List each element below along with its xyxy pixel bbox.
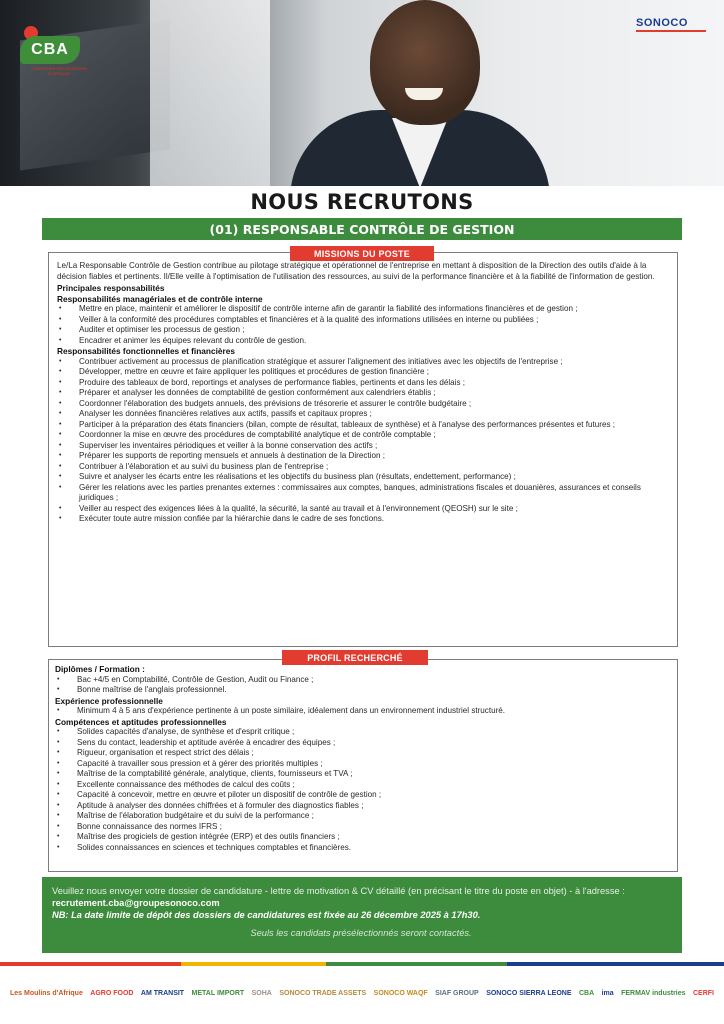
fonctionnelles-heading: Responsabilités fonctionnelles et financières [57, 346, 235, 356]
missions-intro: Le/La Responsable Contrôle de Gestion contribue au pilotage stratégique et opérationnel de l'entreprise en mettant à disposition de la Direction des outils d'aide à la décision fiables et pertinents. Il/Elle veille à l'optimisation de l'utilisation des ressources, au suivi de la performance financière et à la fiabilité de l'information de gestion. [57, 261, 655, 281]
hero-banner [0, 0, 724, 186]
partner-logo: SONOCO SIERRA LEONE [486, 990, 572, 997]
partner-logo: CBA [578, 990, 595, 997]
list-item: • Produire des tableaux de bord, reportings et analyses de performance fiables, pertinents et dans les délais ; [57, 378, 669, 389]
list-item: • Maîtrise de l'élaboration budgétaire et du suivi de la performance ; [55, 811, 669, 822]
sonoco-logo-text: SONOCO [636, 17, 688, 29]
missions-section [48, 252, 678, 647]
partner-logo: CERFI [692, 990, 714, 997]
list-item: • Capacité à concevoir, mettre en œuvre et piloter un dispositif de contrôle de gestion ; [55, 790, 669, 801]
list-item: • Solides connaissances en sciences et techniques comptables et financières. [55, 843, 669, 854]
list-item: • Rigueur, organisation et respect strict des délais ; [55, 748, 669, 759]
hero-person-head [370, 0, 480, 125]
list-item: • Coordonner la mise en œuvre des procédures de comptabilité analytique et de contrôle comptable ; [57, 430, 669, 441]
partner-logo: AGRO FOOD [90, 990, 134, 997]
profil-section [48, 659, 678, 872]
competences-list [55, 727, 669, 853]
list-item: • Solides capacités d'analyse, de synthèse et d'esprit critique ; [55, 727, 669, 738]
application-footer [42, 877, 682, 953]
list-item: • Contribuer activement au processus de planification stratégique et assurer l'alignement des initiatives avec les objectifs de l'entreprise ; [57, 357, 669, 368]
hero-window-graphic [150, 0, 270, 186]
partner-logo: AM TRANSIT [140, 990, 185, 997]
principales-heading: Principales responsabilités [57, 283, 165, 293]
partner-logo: SOHA [251, 990, 272, 997]
position-title-bar: (01) RESPONSABLE CONTRÔLE DE GESTION [42, 218, 682, 240]
partner-logos [10, 976, 714, 1012]
list-item: • Maîtrise de la comptabilité générale, analytique, clients, fournisseurs et TVA ; [55, 769, 669, 780]
list-item: • Analyser les données financières relatives aux actifs, passifs et capitaux propres ; [57, 409, 669, 420]
list-item: • Encadrer et animer les équipes relevant du contrôle de gestion. [57, 336, 669, 347]
list-item: • Veiller au respect des exigences liées à la qualité, la sécurité, la santé au travail et à l'environnement (QEOSH) sur le site ; [57, 504, 669, 515]
experience-heading: Expérience professionnelle [55, 695, 163, 706]
list-item: • Coordonner l'élaboration des budgets annuels, des prévisions de trésorerie et assurer le contrôle budgétaire ; [57, 399, 669, 410]
list-item: • Bonne maîtrise de l'anglais professionnel. [55, 685, 669, 696]
list-item: • Minimum 4 à 5 ans d'expérience pertinente à un poste similaire, idéalement dans un environnement industriel structuré. [55, 706, 669, 717]
list-item: • Bonne connaissance des normes IFRS ; [55, 822, 669, 833]
shortlist-note: Seuls les candidats présélectionnés seront contactés. [250, 928, 472, 938]
list-item: • Maîtrise des progiciels de gestion intégrée (ERP) et des outils financiers ; [55, 832, 669, 843]
list-item: • Excellente connaissance des méthodes de calcul des coûts ; [55, 780, 669, 791]
list-item: • Contribuer à l'élaboration et au suivi du business plan de l'entreprise ; [57, 462, 669, 473]
partner-logo: SIAF GROUP [435, 990, 479, 997]
diplomes-list [55, 675, 669, 696]
list-item: • Bac +4/5 en Comptabilité, Contrôle de Gestion, Audit ou Finance ; [55, 675, 669, 686]
list-item: • Suivre et analyser les écarts entre les réalisations et les objectifs du business plan (résultats, endettement, performance) ; [57, 472, 669, 483]
experience-list [55, 706, 669, 717]
application-instruction: Veuillez nous envoyer votre dossier de candidature - lettre de motivation & CV détaillé (en précisant le titre du poste en objet) - à l'adresse : [52, 886, 625, 896]
list-item: • Exécuter toute autre mission confiée par la hiérarchie dans le cadre de ses fonctions. [57, 514, 669, 525]
list-item: • Auditer et optimiser les processus de gestion ; [57, 325, 669, 336]
sonoco-logo [636, 18, 706, 36]
competences-heading: Compétences et aptitudes professionnelles [55, 716, 227, 727]
color-stripe [0, 962, 724, 966]
page-title: NOUS RECRUTONS [250, 190, 474, 214]
list-item: • Sens du contact, leadership et aptitude avérée à encadrer des équipes ; [55, 738, 669, 749]
partner-logo: SONOCO TRADE ASSETS [279, 990, 367, 997]
application-email-link[interactable]: recrutement.cba@groupesonoco.com [52, 898, 220, 908]
fonctionnelles-list [57, 357, 669, 525]
hero-person-smile [405, 88, 443, 100]
application-deadline: NB: La date limite de dépôt des dossiers de candidatures est fixée au 26 décembre 2025 à 17h30. [52, 910, 481, 920]
list-item: • Participer à la préparation des états financiers (bilan, compte de résultat, tableaux de synthèse) et à l'analyse des performances présentes et futures ; [57, 420, 669, 431]
sonoco-logo-underline [636, 30, 706, 32]
cba-logo-subtitle: COMPAGNIE DES BOISSONS D'AFRIQUE [31, 66, 87, 76]
list-item: • Préparer et analyser les données de comptabilité de gestion conformément aux calendriers établis ; [57, 388, 669, 399]
diplomes-heading: Diplômes / Formation : [55, 664, 145, 674]
partner-logo: METAL IMPORT [191, 990, 245, 997]
list-item: • Aptitude à analyser des données chiffrées et à formuler des diagnostics fiables ; [55, 801, 669, 812]
partner-logo: ima [601, 990, 614, 997]
list-item: • Capacité à travailler sous pression et à gérer des priorités multiples ; [55, 759, 669, 770]
missions-label: MISSIONS DU POSTE [290, 246, 434, 261]
partner-logo: FERMAV industries [621, 990, 686, 997]
manageriales-list [57, 304, 669, 346]
list-item: • Préparer les supports de reporting mensuels et annuels à destination de la Direction ; [57, 451, 669, 462]
list-item: • Superviser les inventaires périodiques et veiller à la bonne conservation des actifs ; [57, 441, 669, 452]
cba-logo-mark: CBA [20, 36, 80, 64]
list-item: • Développer, mettre en œuvre et faire appliquer les politiques et procédures de gestion financière ; [57, 367, 669, 378]
cba-logo [20, 26, 98, 80]
partner-logo: SONOCO WAQF [373, 990, 428, 997]
manageriales-heading: Responsabilités managériales et de contrôle interne [57, 293, 263, 304]
list-item: • Mettre en place, maintenir et améliorer le dispositif de contrôle interne afin de garantir la fiabilité des informations financières et de gestion ; [57, 304, 669, 315]
partner-logo: Les Moulins d'Afrique [10, 990, 83, 997]
profil-label: PROFIL RECHERCHÉ [282, 650, 428, 665]
list-item: • Veiller à la conformité des procédures comptables et financières et à la qualité des informations utilisées en interne ou publiées ; [57, 315, 669, 326]
list-item: • Gérer les relations avec les parties prenantes externes : commissaires aux comptes, banques, administrations fiscales et douanières, assurances et conseils juridiques ; [57, 483, 669, 504]
